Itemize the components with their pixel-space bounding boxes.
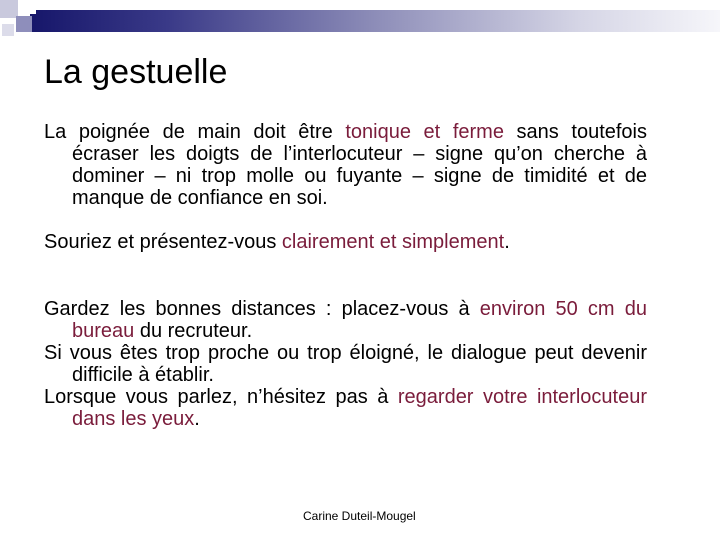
- paragraph-text: du recruteur.: [134, 320, 253, 342]
- highlight-text: regarder votre interlocuteur dans les yeux: [72, 386, 647, 430]
- paragraph-text: .: [194, 408, 200, 430]
- distance-group: [44, 298, 647, 430]
- paragraph-text: Souriez et présentez-vous: [44, 231, 282, 253]
- decorative-square: [16, 16, 32, 32]
- paragraph-text: sans toutefois écraser les doigts de l’interlocuteur – signe qu’on cherche à dominer – ni trop molle ou fuyante – signe de timidité et de manque de confiance en soi.: [72, 121, 648, 209]
- paragraph-text: .: [504, 231, 510, 253]
- decorative-square: [2, 24, 14, 36]
- decorative-gradient-bar: [30, 10, 720, 32]
- paragraph-text: Lorsque vous parlez, n’hésitez pas à: [44, 386, 398, 408]
- paragraph-text: La poignée de main doit être: [44, 121, 346, 143]
- footer-author: Carine Duteil-Mougel: [303, 509, 416, 523]
- paragraph-handshake: [44, 121, 647, 209]
- highlight-text: environ 50 cm du bureau: [72, 298, 647, 342]
- slide-content: [44, 121, 647, 430]
- highlight-text: clairement et simplement: [281, 231, 505, 253]
- paragraph-distance: [44, 298, 647, 342]
- slide-title: La gestuelle: [44, 53, 228, 91]
- highlight-text: tonique et ferme: [345, 121, 504, 143]
- paragraph-text: Si vous êtes trop proche ou trop éloigné, le dialogue peut devenir difficile à établir.: [44, 342, 647, 386]
- decorative-square: [24, 2, 36, 14]
- paragraph-text: Gardez les bonnes distances : placez-vous à: [44, 298, 480, 320]
- paragraph-eye-contact: [44, 386, 647, 430]
- paragraph-smile: [44, 231, 647, 253]
- paragraph-proximity: [44, 342, 647, 386]
